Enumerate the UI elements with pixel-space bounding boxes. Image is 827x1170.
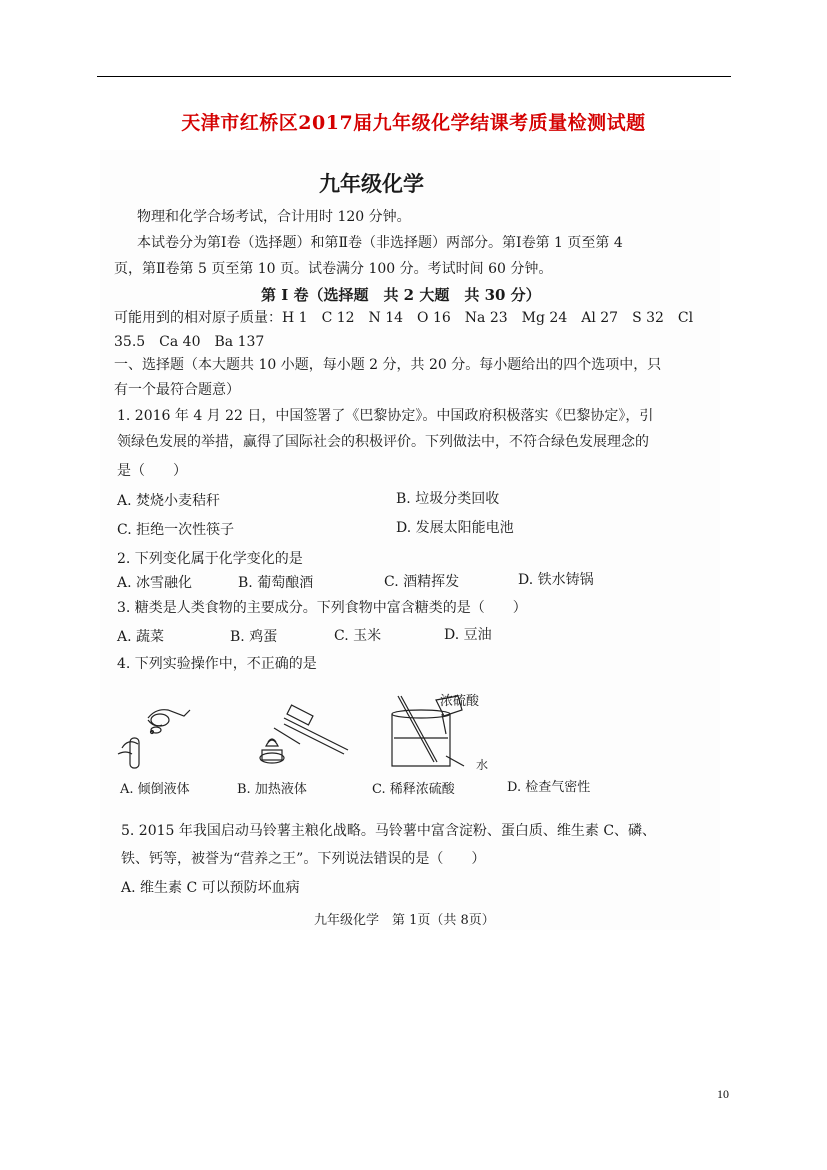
intro-line: 物理和化学合场考试，合计用时 120 分钟。: [137, 209, 411, 225]
section-heading: 一、选择题（本大题共 10 小题，每小题 2 分，共 20 分。每小题给出的四个选项中，只: [114, 357, 662, 373]
question-4-option-d: D. 检查气密性: [507, 780, 591, 795]
atomic-mass-line: 可能用到的相对原子质量：H 1 C 12 N 14 O 16 Na 23 Mg 24 Al 27 S 32 Cl: [114, 310, 694, 326]
heating-liquid-figure: [244, 698, 354, 772]
question-1-option-a: A. 焚烧小麦秸秆: [117, 493, 221, 509]
question-1-option-b: B. 垃圾分类回收: [396, 491, 500, 507]
question-2-option-c: C. 酒精挥发: [384, 574, 460, 590]
question-3-option-a: A. 蔬菜: [117, 629, 165, 645]
exam-page-footer: 九年级化学 第 1页（共 8页）: [314, 913, 495, 928]
question-1-option-c: C. 拒绝一次性筷子: [117, 522, 235, 538]
question-4-stem: 4. 下列实验操作中，不正确的是: [117, 656, 317, 672]
part-title: 第 Ⅰ 卷（选择题 共 2 大题 共 30 分）: [261, 286, 541, 304]
question-1-stem: 是（ ）: [117, 463, 187, 479]
document-title: 天津市红桥区2017届九年级化学结课考质量检测试题: [181, 112, 646, 134]
question-5-option-a: A. 维生素 C 可以预防坏血病: [121, 880, 300, 896]
section-heading: 有一个最符合题意）: [114, 382, 240, 398]
page-number: 10: [717, 1087, 729, 1101]
question-4-option-a: A. 倾倒液体: [120, 782, 190, 797]
figure-label-water: 水: [476, 758, 489, 772]
question-4-option-c: C. 稀释浓硫酸: [372, 782, 455, 797]
question-1-stem: 1. 2016 年 4 月 22 日，中国签署了《巴黎协定》。中国政府积极落实《巴黎协定》，引: [117, 408, 654, 424]
question-1-option-d: D. 发展太阳能电池: [396, 520, 514, 536]
intro-line: 页，第Ⅱ卷第 5 页至第 10 页。试卷满分 100 分。考试时间 60 分钟。: [114, 261, 553, 277]
question-2-option-a: A. 冰雪融化: [117, 575, 193, 591]
intro-line: 本试卷分为第Ⅰ卷（选择题）和第Ⅱ卷（非选择题）两部分。第Ⅰ卷第 1 页至第 4: [137, 235, 623, 251]
header-rule: [97, 76, 731, 77]
question-1-stem: 领绿色发展的举措，赢得了国际社会的积极评价。下列做法中，不符合绿色发展理念的: [117, 434, 649, 450]
question-2-option-d: D. 铁水铸锅: [518, 572, 594, 588]
question-2-option-b: B. 葡萄酿酒: [238, 575, 314, 591]
atomic-mass-line: 35.5 Ca 40 Ba 137: [114, 334, 265, 350]
question-5-stem: 5. 2015 年我国启动马铃薯主粮化战略。马铃薯中富含淀粉、蛋白质、维生素 C、磷、: [121, 823, 657, 839]
question-3-stem: 3. 糖类是人类食物的主要成分。下列食物中富含糖类的是（ ）: [117, 600, 527, 616]
question-3-option-d: D. 豆油: [444, 627, 492, 643]
question-2-stem: 2. 下列变化属于化学变化的是: [117, 551, 303, 567]
question-3-option-c: C. 玉米: [334, 628, 382, 644]
figure-label-acid: 浓硫酸: [440, 694, 480, 709]
question-5-stem: 铁、钙等，被誉为“营养之王”。下列说法错误的是（ ）: [121, 851, 486, 867]
pouring-liquid-figure: [108, 698, 200, 772]
question-4-option-b: B. 加热液体: [237, 782, 307, 797]
exam-subject: 九年级化学: [319, 171, 424, 196]
question-3-option-b: B. 鸡蛋: [230, 629, 278, 645]
